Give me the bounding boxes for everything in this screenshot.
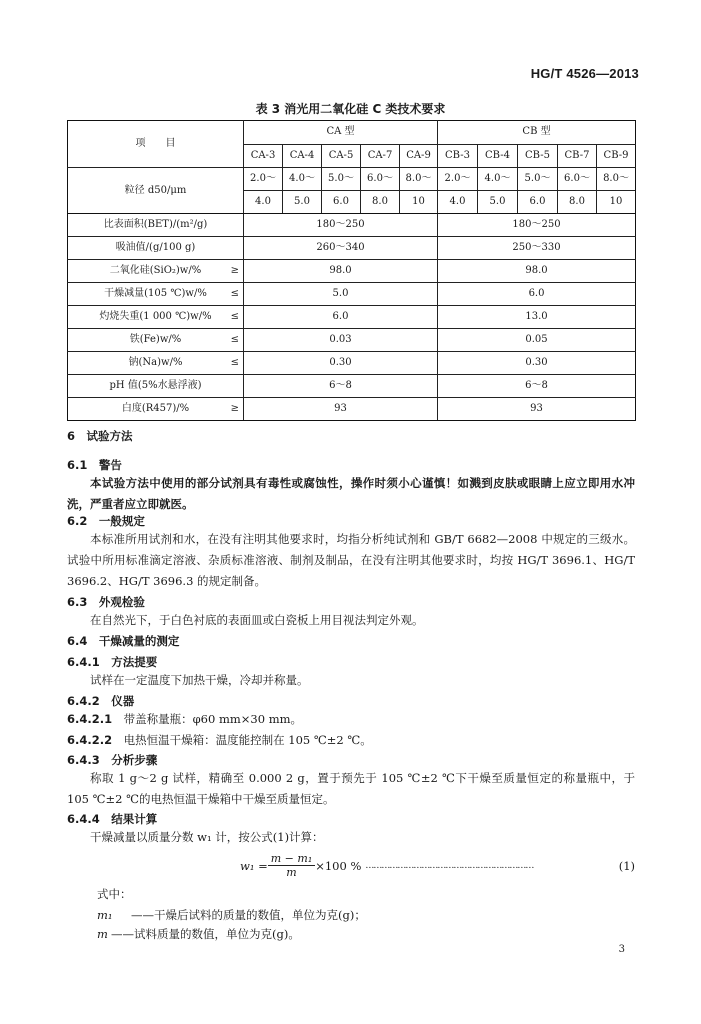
relation-symbol: ≤ bbox=[230, 311, 239, 322]
row-label: 粒径 d50/μm bbox=[68, 168, 244, 214]
model-cell: CB-9 bbox=[597, 144, 636, 168]
formula-denominator: m bbox=[286, 866, 297, 879]
model-cell: CA-5 bbox=[322, 144, 361, 168]
value-cell-ca: 5.0 bbox=[244, 283, 438, 306]
table-row bbox=[68, 375, 636, 398]
relation-symbol: ≤ bbox=[230, 334, 239, 345]
row-label: 白度(R457)/% ≥ bbox=[68, 398, 244, 421]
where-clause: 式中： m₁ ——干燥后试料的质量的数值，单位为克(g)； m ——试料质量的数值，单位为克(g)。 bbox=[97, 887, 366, 941]
section-6-4-3: 6.4.3 分析步骤 称取 1 g～2 g 试样，精确至 0.000 2 g，置于预先于 105 ℃±2 ℃下干燥至质量恒定的称量瓶中，于 105 ℃±2 ℃的电热恒温干燥箱中干燥至质量恒定。 bbox=[67, 753, 635, 806]
formula-leader: ……………………………………………………… bbox=[365, 860, 534, 871]
formula-numerator: m − m₁ bbox=[268, 852, 315, 866]
model-cell: CA-3 bbox=[244, 144, 283, 168]
section-6-1: 6.1 警告 本试验方法中使用的部分试剂具有毒性或腐蚀性，操作时须小心谨慎！如溅到皮肤或眼睛上应立即用水冲洗，严重者应立即就医。 bbox=[67, 458, 635, 515]
row-label: 铁(Fe)w/% ≤ bbox=[68, 329, 244, 352]
value-cell-cb: 6.0 bbox=[438, 283, 636, 306]
value-cell-cb: 0.05 bbox=[438, 329, 636, 352]
value-cell-ca: 98.0 bbox=[244, 260, 438, 283]
row-label: 灼烧失重(1 000 ℃)w/% ≤ bbox=[68, 306, 244, 329]
value-cell-cb: 250～330 bbox=[438, 237, 636, 260]
item-header: 项 目 bbox=[68, 121, 244, 168]
value-cell-cb: 180～250 bbox=[438, 214, 636, 237]
particle-range-cell: 4.0～ 5.0 bbox=[283, 168, 322, 214]
value-cell-ca: 6～8 bbox=[244, 375, 438, 398]
particle-row bbox=[68, 168, 636, 214]
model-cell: CB-3 bbox=[438, 144, 478, 168]
table-row bbox=[68, 352, 636, 375]
model-cell: CA-9 bbox=[400, 144, 438, 168]
section-6-3: 6.3 外观检验 在自然光下，于白色衬底的表面皿或白瓷板上用目视法判定外观。 bbox=[67, 595, 635, 631]
value-cell-ca: 6.0 bbox=[244, 306, 438, 329]
standard-code: HG/T 4526—2013 bbox=[530, 66, 639, 81]
value-cell-cb: 0.30 bbox=[438, 352, 636, 375]
relation-symbol: ≥ bbox=[230, 403, 239, 414]
particle-range-cell: 6.0～ 8.0 bbox=[361, 168, 400, 214]
appearance-text: 在自然光下，于白色衬底的表面皿或白瓷板上用目视法判定外观。 bbox=[90, 613, 424, 627]
value-cell-ca: 0.30 bbox=[244, 352, 438, 375]
group-cb-header: CB 型 bbox=[438, 121, 636, 145]
group-ca-header: CA 型 bbox=[244, 121, 438, 145]
section-6-4-4: 6.4.4 结果计算 干燥减量以质量分数 w₁ 计，按公式(1)计算： bbox=[67, 812, 324, 844]
relation-symbol: ≥ bbox=[230, 265, 239, 276]
model-cell: CB-7 bbox=[558, 144, 597, 168]
formula-fraction bbox=[268, 852, 315, 879]
value-cell-cb: 93 bbox=[438, 398, 636, 421]
section-6-4-heading: 6.4 干燥减量的测定 bbox=[67, 634, 180, 648]
value-cell-cb: 6～8 bbox=[438, 375, 636, 398]
value-cell-ca: 260～340 bbox=[244, 237, 438, 260]
table-header-row bbox=[68, 121, 636, 145]
formula-rhs: ×100 % bbox=[315, 858, 362, 873]
particle-range-cell: 8.0～ 10 bbox=[597, 168, 636, 214]
table-title: 表 3 消光用二氧化硅 C 类技术要求 bbox=[255, 102, 446, 116]
value-cell-ca: 180～250 bbox=[244, 214, 438, 237]
section-6-2: 6.2 一般规定 本标准所用试剂和水，在没有注明其他要求时，均指分析纯试剂和 GB/T 6682—2008 中规定的三级水。试验中所用标准滴定溶液、杂质标准溶液、制剂及制品，在没有注明其他要求时，均按 HG/T 3696.1、HG/T 3696.2、HG/T 3696.3 的规定制备。 bbox=[67, 514, 635, 592]
row-label: 二氧化硅(SiO₂)w/% ≥ bbox=[68, 260, 244, 283]
table-row bbox=[68, 283, 636, 306]
particle-range-cell: 8.0～ 10 bbox=[400, 168, 438, 214]
general-text: 本标准所用试剂和水，在没有注明其他要求时，均指分析纯试剂和 GB/T 6682—2008 中规定的三级水。试验中所用标准滴定溶液、杂质标准溶液、制剂及制品，在没有注明其他要求时，均按 HG/T 3696.1、HG/T 3696.2、HG/T 3696.3 的规定制备。 bbox=[67, 532, 635, 588]
value-cell-ca: 93 bbox=[244, 398, 438, 421]
particle-range-cell: 6.0～ 8.0 bbox=[558, 168, 597, 214]
relation-symbol: ≤ bbox=[230, 288, 239, 299]
formula-1 bbox=[240, 852, 635, 879]
row-label: 干燥减量(105 ℃)w/% ≤ bbox=[68, 283, 244, 306]
spec-table bbox=[67, 120, 636, 421]
relation-symbol: ≤ bbox=[230, 357, 239, 368]
warning-text: 本试验方法中使用的部分试剂具有毒性或腐蚀性，操作时须小心谨慎！如溅到皮肤或眼睛上应立即用水冲洗，严重者应立即就医。 bbox=[67, 476, 635, 511]
table-row bbox=[68, 329, 636, 352]
table-row bbox=[68, 260, 636, 283]
model-cell: CB-4 bbox=[478, 144, 518, 168]
page-number: 3 bbox=[618, 944, 625, 955]
particle-range-cell: 2.0～ 4.0 bbox=[244, 168, 283, 214]
particle-range-cell: 4.0～ 5.0 bbox=[478, 168, 518, 214]
table-row bbox=[68, 398, 636, 421]
section-6-4-2: 6.4.2 仪器 6.4.2.1 带盖称量瓶：φ60 mm×30 mm。 6.4.2.2 电热恒温干燥箱：温度能控制在 105 ℃±2 ℃。 bbox=[67, 694, 372, 747]
formula-number: (1) bbox=[618, 858, 635, 873]
particle-range-cell: 2.0～ 4.0 bbox=[438, 168, 478, 214]
value-cell-ca: 0.03 bbox=[244, 329, 438, 352]
value-cell-cb: 13.0 bbox=[438, 306, 636, 329]
row-label: pH 值(5%水悬浮液) bbox=[68, 375, 244, 398]
row-label: 钠(Na)w/% ≤ bbox=[68, 352, 244, 375]
model-cell: CB-5 bbox=[518, 144, 558, 168]
row-label: 比表面积(BET)/(m²/g) bbox=[68, 214, 244, 237]
table-row bbox=[68, 237, 636, 260]
table-row bbox=[68, 214, 636, 237]
section-6-4-1: 6.4.1 方法提要 试样在一定温度下加热干燥，冷却并称量。 bbox=[67, 655, 309, 687]
particle-range-cell: 5.0～ 6.0 bbox=[518, 168, 558, 214]
model-cell: CA-7 bbox=[361, 144, 400, 168]
value-cell-cb: 98.0 bbox=[438, 260, 636, 283]
model-cell: CA-4 bbox=[283, 144, 322, 168]
table-row bbox=[68, 306, 636, 329]
particle-range-cell: 5.0～ 6.0 bbox=[322, 168, 361, 214]
formula-lhs: w₁ = bbox=[240, 858, 268, 873]
row-label: 吸油值/(g/100 g) bbox=[68, 237, 244, 260]
section-6-heading: 6 试验方法 bbox=[67, 429, 133, 443]
